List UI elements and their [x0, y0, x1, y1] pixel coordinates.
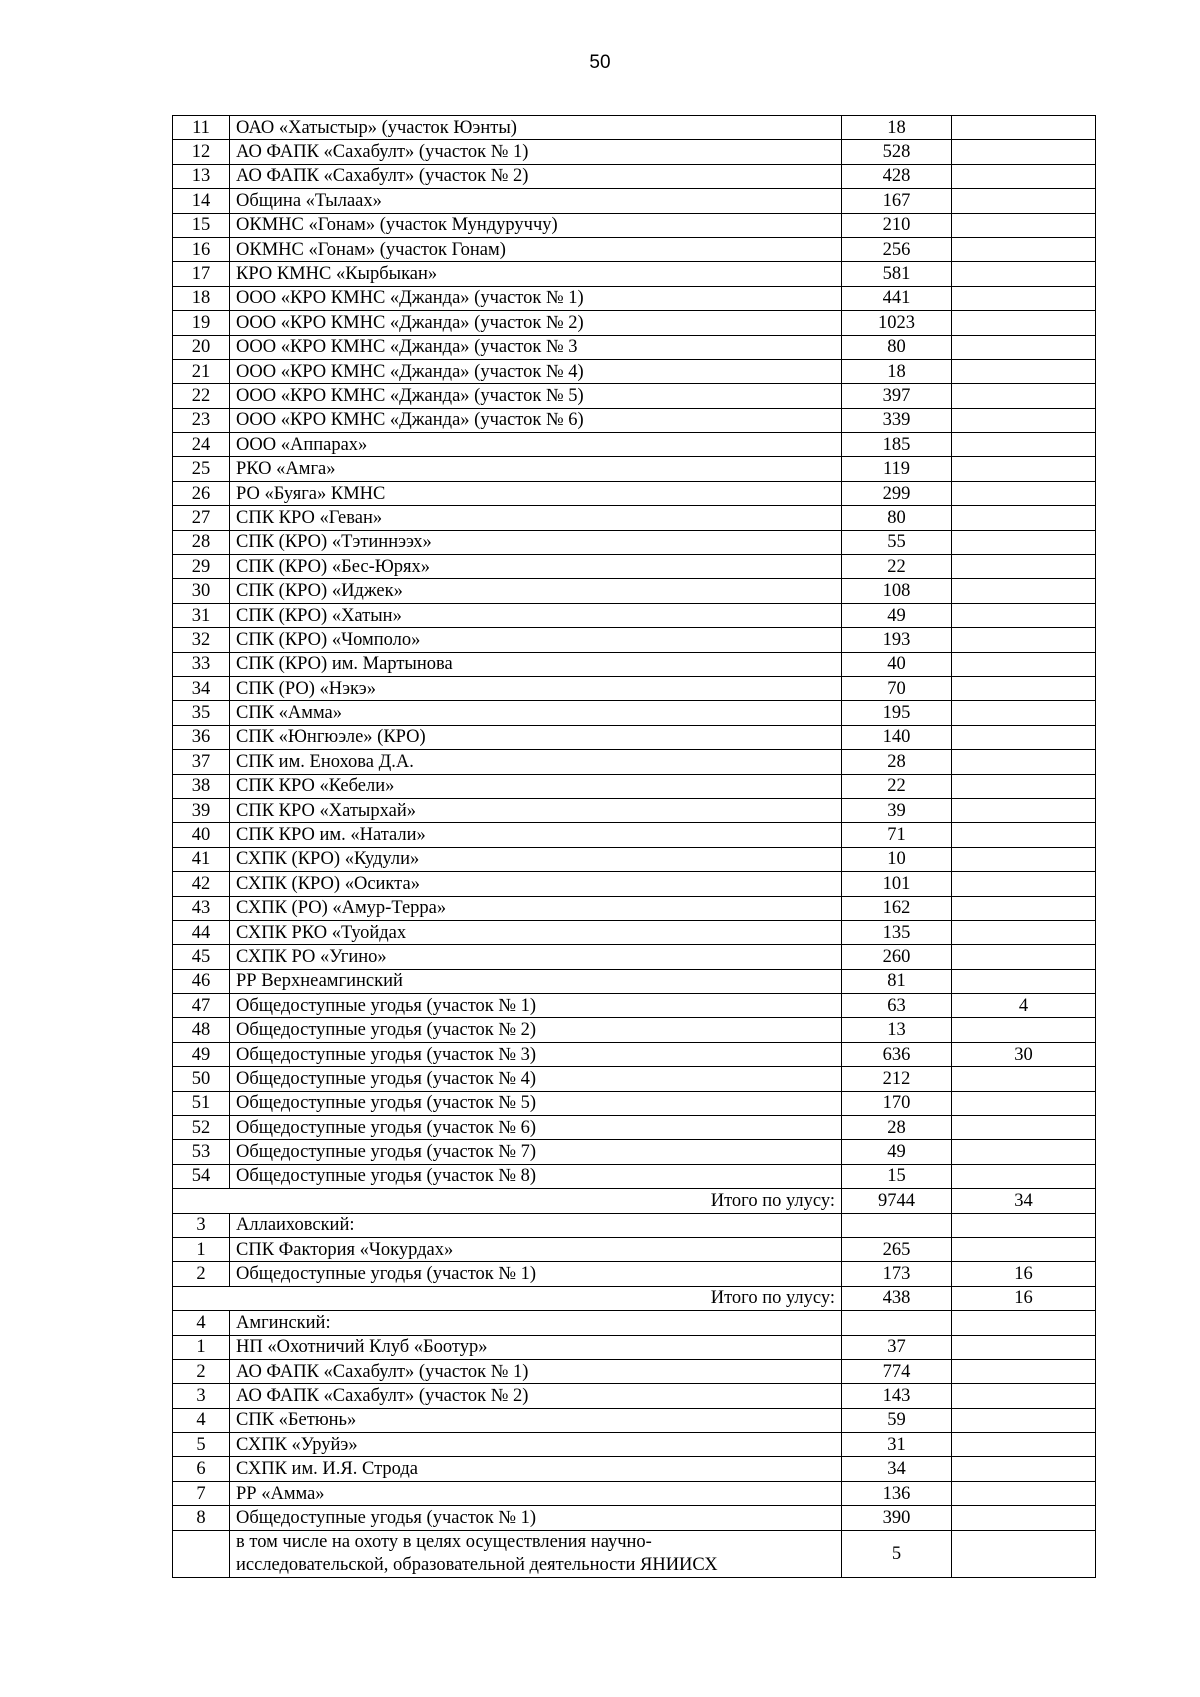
table-row: [173, 1457, 1096, 1481]
table-row: [173, 1530, 1096, 1577]
row-value-2: [952, 359, 1096, 383]
row-value-2: [952, 140, 1096, 164]
row-value-2: [952, 896, 1096, 920]
row-name: Общедоступные угодья (участок № 2): [230, 1018, 842, 1042]
row-value-1: 22: [842, 774, 952, 798]
row-value-2: [952, 579, 1096, 603]
row-number: 50: [173, 1067, 230, 1091]
row-value-1: 140: [842, 725, 952, 749]
table-body: [173, 116, 1096, 1578]
row-name: Общедоступные угодья (участок № 1): [230, 1506, 842, 1530]
row-value-2: [952, 335, 1096, 359]
row-number: 38: [173, 774, 230, 798]
row-name: СХПК им. И.Я. Строда: [230, 1457, 842, 1481]
row-value-1: 1023: [842, 311, 952, 335]
row-value-1: 80: [842, 506, 952, 530]
row-number: 40: [173, 823, 230, 847]
row-number: 24: [173, 433, 230, 457]
row-number: 33: [173, 652, 230, 676]
row-value-1: 212: [842, 1067, 952, 1091]
row-name: Общедоступные угодья (участок № 8): [230, 1164, 842, 1188]
row-value-2: [952, 286, 1096, 310]
row-number: 16: [173, 237, 230, 261]
table-row: [173, 457, 1096, 481]
hunting-grounds-table: [172, 115, 1096, 1578]
table-row: [173, 920, 1096, 944]
row-value-1: 119: [842, 457, 952, 481]
row-value-1: 49: [842, 1140, 952, 1164]
row-name: СПК (КРО) «Чомполо»: [230, 628, 842, 652]
table-row: [173, 1506, 1096, 1530]
row-number: 54: [173, 1164, 230, 1188]
table-row: [173, 506, 1096, 530]
row-number: 47: [173, 994, 230, 1018]
row-number: [173, 1530, 230, 1577]
row-name: СПК КРО «Кебели»: [230, 774, 842, 798]
row-value-1: 101: [842, 872, 952, 896]
row-value-1: 135: [842, 920, 952, 944]
row-name: СПК КРО им. «Натали»: [230, 823, 842, 847]
row-name: Общедоступные угодья (участок № 7): [230, 1140, 842, 1164]
row-number: 13: [173, 164, 230, 188]
row-number: 23: [173, 408, 230, 432]
row-value-1: 195: [842, 701, 952, 725]
row-name: СХПК (РО) «Амур-Терра»: [230, 896, 842, 920]
row-name: СПК (КРО) «Хатын»: [230, 603, 842, 627]
table-row: [173, 847, 1096, 871]
row-number: 53: [173, 1140, 230, 1164]
row-number: 15: [173, 213, 230, 237]
row-value-1: 59: [842, 1408, 952, 1432]
row-name: АО ФАПК «Сахабулт» (участок № 1): [230, 140, 842, 164]
row-name: СХПК (КРО) «Кудули»: [230, 847, 842, 871]
row-number: 5: [173, 1433, 230, 1457]
row-number: 12: [173, 140, 230, 164]
row-name: СПК «Юнгюэле» (КРО): [230, 725, 842, 749]
table-row: [173, 969, 1096, 993]
row-name: СХПК РО «Угино»: [230, 945, 842, 969]
table-row: [173, 579, 1096, 603]
row-name: ОАО «Хатыстыр» (участок Юэнты): [230, 116, 842, 140]
row-number: 4: [173, 1408, 230, 1432]
row-value-2: [952, 1506, 1096, 1530]
row-value-2: [952, 1359, 1096, 1383]
table-row: [173, 311, 1096, 335]
total-value-1: 438: [842, 1286, 952, 1310]
row-value-2: [952, 311, 1096, 335]
row-name: АО ФАПК «Сахабулт» (участок № 2): [230, 164, 842, 188]
row-number: 8: [173, 1506, 230, 1530]
table-row: [173, 896, 1096, 920]
row-value-1: 49: [842, 603, 952, 627]
row-value-1: 256: [842, 237, 952, 261]
row-name: АО ФАПК «Сахабулт» (участок № 2): [230, 1384, 842, 1408]
row-value-2: [952, 116, 1096, 140]
row-value-2: [952, 1164, 1096, 1188]
table-row: [173, 945, 1096, 969]
row-number: 34: [173, 676, 230, 700]
row-name: КРО КМНС «Кырбыкан»: [230, 262, 842, 286]
table-row: [173, 676, 1096, 700]
table-row: [173, 164, 1096, 188]
table-row: [173, 1140, 1096, 1164]
row-value-2: [952, 823, 1096, 847]
row-value-2: [952, 1213, 1096, 1237]
row-name: НП «Охотничий Клуб «Боотур»: [230, 1335, 842, 1359]
row-name: Амгинский:: [230, 1311, 842, 1335]
row-value-2: [952, 384, 1096, 408]
table-row: [173, 481, 1096, 505]
row-number: 43: [173, 896, 230, 920]
total-label: Итого по улусу:: [173, 1286, 842, 1310]
row-value-2: 4: [952, 994, 1096, 1018]
row-value-2: [952, 1140, 1096, 1164]
row-value-1: 428: [842, 164, 952, 188]
row-value-1: 31: [842, 1433, 952, 1457]
table-row: [173, 1018, 1096, 1042]
table-row: [173, 530, 1096, 554]
row-name: ООО «КРО КМНС «Джанда» (участок № 1): [230, 286, 842, 310]
table-row: [173, 1384, 1096, 1408]
row-number: 11: [173, 116, 230, 140]
row-value-1: 15: [842, 1164, 952, 1188]
row-number: 31: [173, 603, 230, 627]
table-row: [173, 1237, 1096, 1261]
table-row: [173, 116, 1096, 140]
row-name: ОКМНС «Гонам» (участок Мундуруччу): [230, 213, 842, 237]
row-number: 2: [173, 1359, 230, 1383]
row-number: 51: [173, 1091, 230, 1115]
table-row: [173, 213, 1096, 237]
row-value-2: [952, 506, 1096, 530]
row-number: 20: [173, 335, 230, 359]
row-value-1: 28: [842, 1116, 952, 1140]
row-value-1: 13: [842, 1018, 952, 1042]
row-value-2: [952, 1067, 1096, 1091]
row-value-2: [952, 530, 1096, 554]
table-row: [173, 798, 1096, 822]
row-name: Общедоступные угодья (участок № 1): [230, 994, 842, 1018]
row-name: Общедоступные угодья (участок № 5): [230, 1091, 842, 1115]
row-value-2: [952, 701, 1096, 725]
row-value-1: 397: [842, 384, 952, 408]
row-value-2: [952, 1237, 1096, 1261]
row-value-2: [952, 725, 1096, 749]
row-name: ООО «КРО КМНС «Джанда» (участок № 6): [230, 408, 842, 432]
row-value-1: 528: [842, 140, 952, 164]
row-number: 29: [173, 555, 230, 579]
row-value-2: [952, 164, 1096, 188]
row-value-1: 80: [842, 335, 952, 359]
row-value-1: 37: [842, 1335, 952, 1359]
row-value-2: [952, 676, 1096, 700]
row-value-1: 185: [842, 433, 952, 457]
row-value-1: 10: [842, 847, 952, 871]
row-value-2: [952, 969, 1096, 993]
table-row: [173, 384, 1096, 408]
row-value-2: [952, 433, 1096, 457]
row-name: Общедоступные угодья (участок № 4): [230, 1067, 842, 1091]
row-name: СХПК (КРО) «Осикта»: [230, 872, 842, 896]
row-value-1: 636: [842, 1042, 952, 1066]
row-name: СПК (КРО) «Иджек»: [230, 579, 842, 603]
total-row: [173, 1189, 1096, 1213]
row-value-1: 22: [842, 555, 952, 579]
row-name: СПК (КРО) им. Мартынова: [230, 652, 842, 676]
row-value-1: 136: [842, 1481, 952, 1505]
row-number: 48: [173, 1018, 230, 1042]
row-number: 21: [173, 359, 230, 383]
row-name: Община «Тылаах»: [230, 189, 842, 213]
row-number: 26: [173, 481, 230, 505]
row-number: 30: [173, 579, 230, 603]
row-value-2: [952, 408, 1096, 432]
row-value-2: [952, 920, 1096, 944]
row-value-2: [952, 213, 1096, 237]
row-value-1: 143: [842, 1384, 952, 1408]
row-value-1: [842, 1311, 952, 1335]
row-number: 42: [173, 872, 230, 896]
row-name: ООО «Аппарах»: [230, 433, 842, 457]
row-value-2: [952, 750, 1096, 774]
row-value-2: [952, 262, 1096, 286]
row-value-1: 55: [842, 530, 952, 554]
row-name: Общедоступные угодья (участок № 6): [230, 1116, 842, 1140]
table-row: [173, 603, 1096, 627]
row-number: 32: [173, 628, 230, 652]
row-name: РР «Амма»: [230, 1481, 842, 1505]
row-value-2: [952, 1530, 1096, 1577]
table-row: [173, 652, 1096, 676]
table-row: [173, 725, 1096, 749]
table-row: [173, 994, 1096, 1018]
row-value-2: [952, 1091, 1096, 1115]
table-row: [173, 1116, 1096, 1140]
row-name: СПК им. Енохова Д.А.: [230, 750, 842, 774]
row-value-2: [952, 457, 1096, 481]
row-number: 46: [173, 969, 230, 993]
table-row: [173, 1433, 1096, 1457]
row-number: 3: [173, 1384, 230, 1408]
row-value-1: 774: [842, 1359, 952, 1383]
row-name: АО ФАПК «Сахабулт» (участок № 1): [230, 1359, 842, 1383]
row-value-1: 71: [842, 823, 952, 847]
row-number: 3: [173, 1213, 230, 1237]
table-row: [173, 823, 1096, 847]
row-name: СПК КРО «Геван»: [230, 506, 842, 530]
row-value-2: [952, 798, 1096, 822]
row-value-1: 39: [842, 798, 952, 822]
row-value-1: 390: [842, 1506, 952, 1530]
row-value-1: 167: [842, 189, 952, 213]
row-value-2: [952, 1481, 1096, 1505]
row-value-2: [952, 1311, 1096, 1335]
page-number: 50: [589, 52, 611, 73]
table-row: [173, 262, 1096, 286]
row-value-1: 162: [842, 896, 952, 920]
total-value-2: 34: [952, 1189, 1096, 1213]
row-value-1: 18: [842, 116, 952, 140]
table-row: [173, 1164, 1096, 1188]
row-value-2: [952, 237, 1096, 261]
table-row: [173, 433, 1096, 457]
row-number: 6: [173, 1457, 230, 1481]
row-name: СПК (КРО) «Бес-Юрях»: [230, 555, 842, 579]
row-value-1: 28: [842, 750, 952, 774]
row-name: СПК КРО «Хатырхай»: [230, 798, 842, 822]
row-value-1: 40: [842, 652, 952, 676]
row-number: 41: [173, 847, 230, 871]
row-name: РО «Буяга» КМНС: [230, 481, 842, 505]
row-name: ООО «КРО КМНС «Джанда» (участок № 2): [230, 311, 842, 335]
table-row: [173, 1262, 1096, 1286]
row-name: Аллаиховский:: [230, 1213, 842, 1237]
row-name: ООО «КРО КМНС «Джанда» (участок № 4): [230, 359, 842, 383]
row-name: СХПК РКО «Туойдах: [230, 920, 842, 944]
row-number: 18: [173, 286, 230, 310]
table-row: [173, 774, 1096, 798]
row-name: СПК (РО) «Нэкэ»: [230, 676, 842, 700]
row-value-1: 70: [842, 676, 952, 700]
row-number: 27: [173, 506, 230, 530]
table-row: [173, 750, 1096, 774]
row-value-2: [952, 1018, 1096, 1042]
row-value-2: [952, 1384, 1096, 1408]
row-number: 7: [173, 1481, 230, 1505]
row-value-2: [952, 847, 1096, 871]
row-name: Общедоступные угодья (участок № 3): [230, 1042, 842, 1066]
table-row: [173, 701, 1096, 725]
table-row: [173, 1335, 1096, 1359]
row-name-line-1: в том числе на охоту в целях осуществления научно-: [236, 1531, 652, 1552]
table-row: [173, 286, 1096, 310]
row-value-2: [952, 1116, 1096, 1140]
row-name: РР Верхнеамгинский: [230, 969, 842, 993]
row-name: РКО «Амга»: [230, 457, 842, 481]
table-row: [173, 359, 1096, 383]
table-row: [173, 1042, 1096, 1066]
row-number: 37: [173, 750, 230, 774]
row-number: 2: [173, 1262, 230, 1286]
row-value-1: 108: [842, 579, 952, 603]
row-number: 45: [173, 945, 230, 969]
table-row: [173, 555, 1096, 579]
row-number: 44: [173, 920, 230, 944]
total-value-1: 9744: [842, 1189, 952, 1213]
row-number: 17: [173, 262, 230, 286]
row-value-1: 18: [842, 359, 952, 383]
row-value-1: 173: [842, 1262, 952, 1286]
row-value-1: 5: [842, 1530, 952, 1577]
row-value-1: [842, 1213, 952, 1237]
row-value-2: 16: [952, 1262, 1096, 1286]
row-number: 39: [173, 798, 230, 822]
row-number: 22: [173, 384, 230, 408]
table-row: [173, 408, 1096, 432]
row-value-2: [952, 652, 1096, 676]
row-value-1: 260: [842, 945, 952, 969]
total-row: [173, 1286, 1096, 1310]
row-number: 35: [173, 701, 230, 725]
table-row: [173, 1067, 1096, 1091]
row-number: 1: [173, 1237, 230, 1261]
row-value-1: 339: [842, 408, 952, 432]
row-value-1: 81: [842, 969, 952, 993]
row-value-2: [952, 945, 1096, 969]
table-row: [173, 189, 1096, 213]
row-value-2: [952, 628, 1096, 652]
row-value-2: [952, 1457, 1096, 1481]
row-value-2: [952, 1433, 1096, 1457]
row-number: 52: [173, 1116, 230, 1140]
table-row: [173, 1091, 1096, 1115]
row-name-line-2: исследовательской, образовательной деятельности ЯНИИСХ: [236, 1554, 718, 1575]
row-value-1: 210: [842, 213, 952, 237]
row-number: 14: [173, 189, 230, 213]
row-name: СХПК «Уруйэ»: [230, 1433, 842, 1457]
row-name: Общедоступные угодья (участок № 1): [230, 1262, 842, 1286]
table-row: [173, 1359, 1096, 1383]
row-name: СПК (КРО) «Тэтиннээх»: [230, 530, 842, 554]
row-value-1: 581: [842, 262, 952, 286]
row-name: СПК «Бетюнь»: [230, 1408, 842, 1432]
row-value-1: 170: [842, 1091, 952, 1115]
total-value-2: 16: [952, 1286, 1096, 1310]
row-name: ООО «КРО КМНС «Джанда» (участок № 3: [230, 335, 842, 359]
row-number: 25: [173, 457, 230, 481]
row-value-1: 299: [842, 481, 952, 505]
table-row: [173, 140, 1096, 164]
row-name: ООО «КРО КМНС «Джанда» (участок № 5): [230, 384, 842, 408]
row-value-2: [952, 1408, 1096, 1432]
row-value-1: 34: [842, 1457, 952, 1481]
row-value-1: 441: [842, 286, 952, 310]
row-value-1: 265: [842, 1237, 952, 1261]
row-value-1: 193: [842, 628, 952, 652]
row-name: ОКМНС «Гонам» (участок Гонам): [230, 237, 842, 261]
row-value-2: 30: [952, 1042, 1096, 1066]
row-number: 49: [173, 1042, 230, 1066]
row-value-1: 63: [842, 994, 952, 1018]
row-number: 19: [173, 311, 230, 335]
row-name: [230, 1530, 842, 1577]
row-value-2: [952, 555, 1096, 579]
row-name: СПК «Амма»: [230, 701, 842, 725]
table-row: [173, 872, 1096, 896]
table-row: [173, 237, 1096, 261]
row-number: 1: [173, 1335, 230, 1359]
row-value-2: [952, 603, 1096, 627]
table-row: [173, 1213, 1096, 1237]
row-number: 4: [173, 1311, 230, 1335]
table-row: [173, 1408, 1096, 1432]
row-value-2: [952, 481, 1096, 505]
table-row: [173, 628, 1096, 652]
row-number: 36: [173, 725, 230, 749]
total-label: Итого по улусу:: [173, 1189, 842, 1213]
table-row: [173, 1481, 1096, 1505]
row-value-2: [952, 189, 1096, 213]
row-value-2: [952, 872, 1096, 896]
table-row: [173, 1311, 1096, 1335]
row-value-2: [952, 774, 1096, 798]
row-value-2: [952, 1335, 1096, 1359]
row-number: 28: [173, 530, 230, 554]
table-row: [173, 335, 1096, 359]
row-name: СПК Фактория «Чокурдах»: [230, 1237, 842, 1261]
